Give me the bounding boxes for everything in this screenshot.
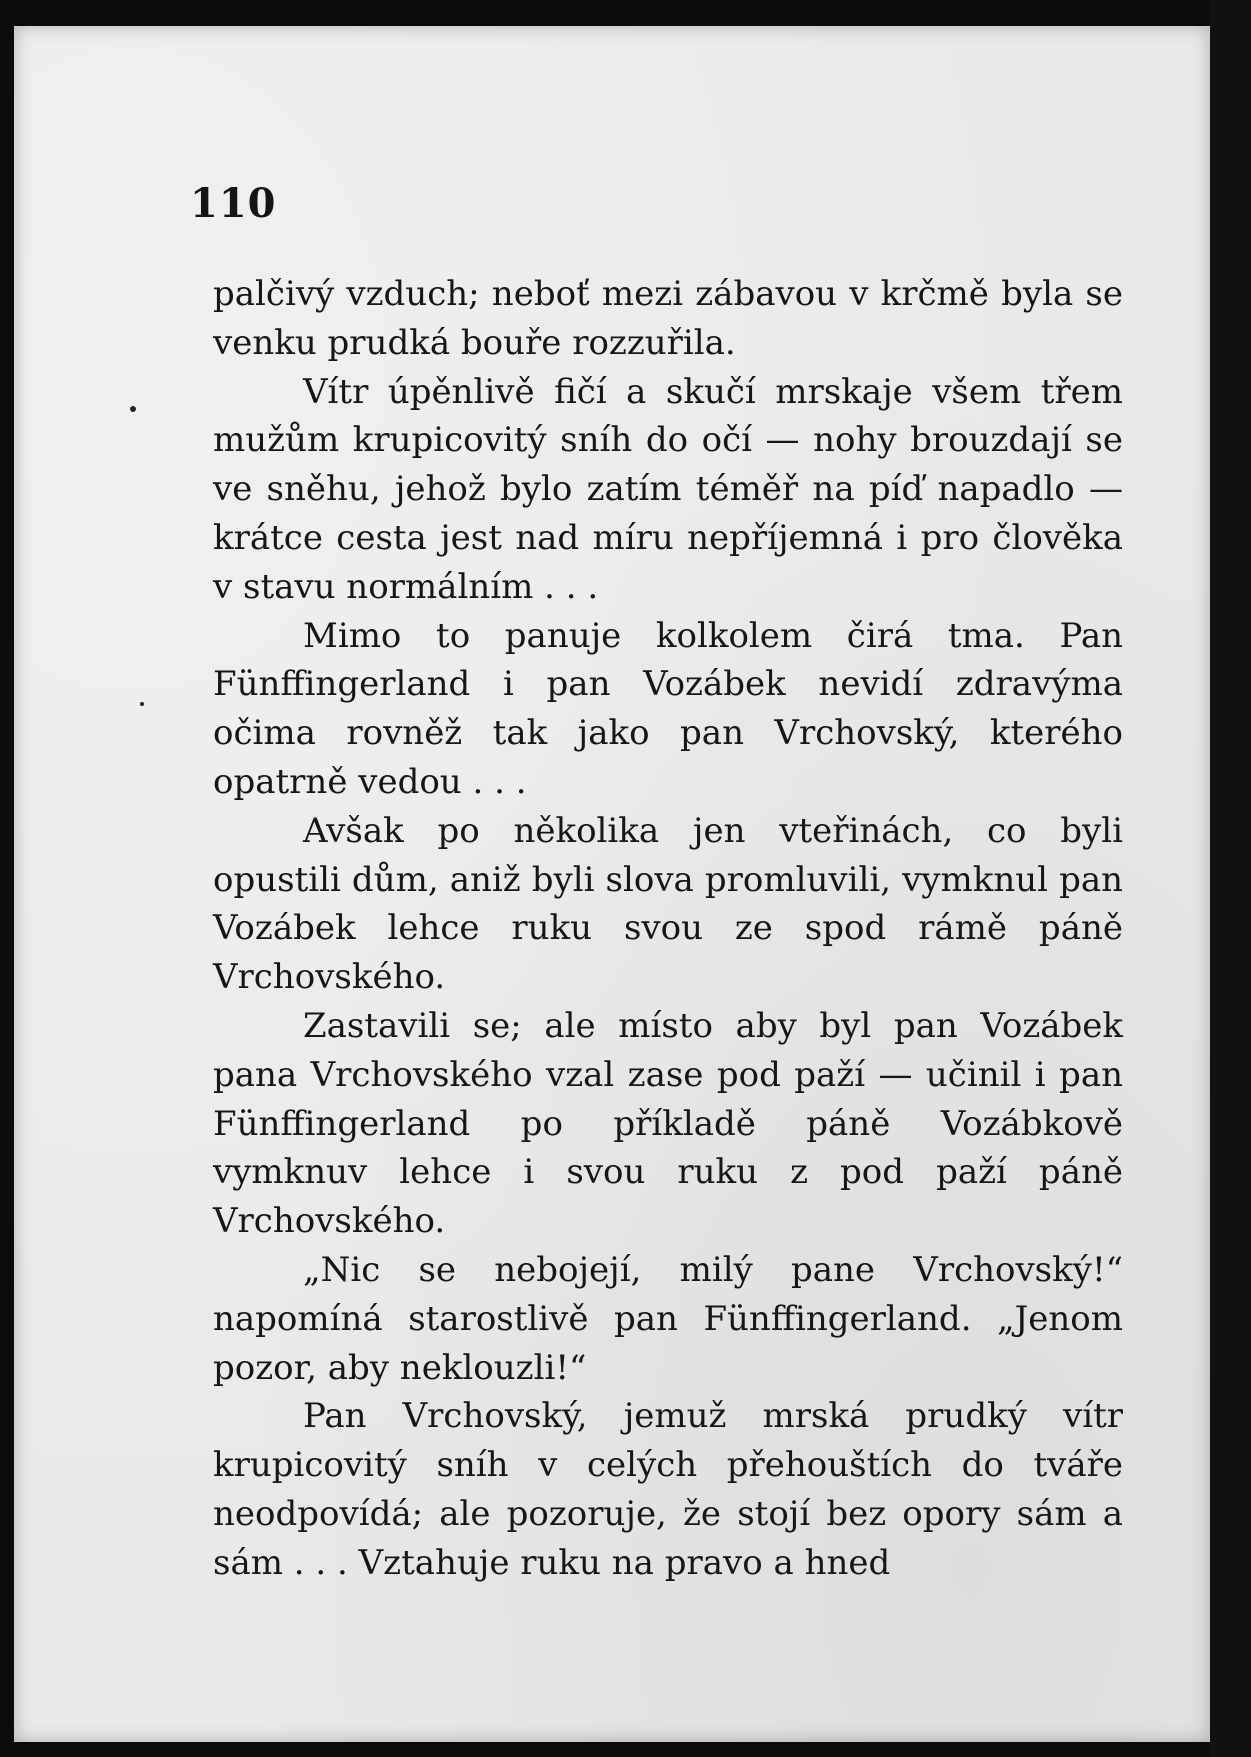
paragraph-7: Pan Vrchovský, jemuž mrská prudký vítr krupicovitý sníh v celých přehouštích do tváře neodpovídá; ale pozoruje, že stojí bez opory sám a sám . . . Vztahuje ruku na pravo a hned bbox=[213, 1396, 1123, 1583]
paragraph-6: „Nic se nebojejí, milý pane Vrchovský!“ napomíná starostlivě pan Fünffingerland. „Jenom pozor, aby neklouzli!“ bbox=[213, 1249, 1123, 1388]
paragraph-2: Vítr úpěnlivě fičí a skučí mrskaje všem třem mužům krupicovitý sníh do očí — nohy brouzdají se ve sněhu, jehož bylo zatím téměř na píď napadlo — krátce cesta jest nad míru nepříjemná i pro člověka v stavu normálním . . . bbox=[213, 371, 1123, 607]
scan-edge-band bbox=[1210, 0, 1251, 1757]
paragraph-3: Mimo to panuje kolkolem čirá tma. Pan Fünffingerland i pan Vozábek nevidí zdravýma očima rovněž tak jako pan Vrchovský, kterého opatrně vedou . . . bbox=[213, 615, 1123, 802]
paragraph-1: palčivý vzduch; neboť mezi zábavou v krčmě byla se venku prudká bouře rozzuřila. bbox=[213, 274, 1123, 363]
paragraph-5: Zastavili se; ale místo aby byl pan Vozábek pana Vrchovského vzal zase pod paží — učinil i pan Fünffingerland po příkladě páně Vozábkově vymknuv lehce i svou ruku z pod paží páně Vrchovského. bbox=[213, 1005, 1123, 1242]
paragraph-4: Avšak po několika jen vteřinách, co byli opustili dům, aniž byli slova promluvili, vymknul pan Vozábek lehce ruku svou ze spod rámě páně Vrchovského. bbox=[213, 810, 1123, 998]
scan-speck bbox=[140, 702, 144, 706]
scan-speck bbox=[130, 406, 136, 412]
page-number: 110 bbox=[190, 180, 277, 227]
body-text bbox=[213, 270, 1123, 1588]
